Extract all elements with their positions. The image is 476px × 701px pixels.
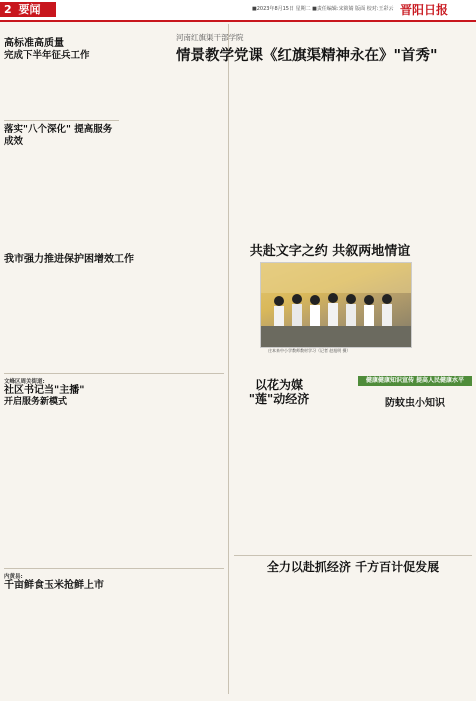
feature-article	[176, 32, 472, 65]
feature-title: 情景教学党课《红旗渠精神永在》"首秀"	[176, 47, 438, 64]
photo-caption: 庄本来中小学教师教材学习（记者 赵旭明 摄）	[268, 348, 351, 353]
mosquito-body	[358, 410, 472, 550]
section-name: 要闻	[18, 3, 41, 16]
mid-feature-body-cont	[260, 356, 410, 372]
feature-body	[176, 78, 472, 228]
lotus-body	[234, 410, 352, 550]
page-badge	[0, 2, 56, 17]
page-number: 2	[4, 3, 12, 16]
mosquito-title: 防蚊虫小知识	[385, 398, 445, 409]
article-service	[4, 124, 119, 272]
date-line: ■2023年8月15日 星期二 ■责任编辑:宋筱婧 版面 校对:王彩云	[252, 6, 394, 12]
economy-body-cont	[315, 576, 391, 694]
article-body	[4, 411, 119, 551]
divider	[4, 120, 119, 121]
article-body-cont	[124, 377, 224, 565]
article-subtitle: 开启服务新模式	[4, 397, 68, 407]
economy-title: 全力以赴抓经济 千方百计促发展	[266, 560, 440, 574]
article-body	[4, 271, 119, 371]
article-subtitle: 完成下半年征兵工作	[4, 50, 90, 61]
article-title: 我市强力推进保护困增效工作	[4, 254, 134, 265]
divider	[4, 373, 224, 374]
article-body	[4, 595, 119, 695]
economy-body	[234, 576, 310, 694]
group-photo	[260, 262, 412, 348]
article-title: 以花为媒	[254, 378, 303, 392]
article-recruitment	[4, 38, 119, 117]
article-kicker: 内黄县:	[4, 574, 23, 580]
article-title: 千亩鲜食玉米抢鲜上市	[4, 580, 104, 591]
article-body-cont	[124, 590, 224, 690]
lotus-body-cont	[290, 378, 352, 408]
article-community	[4, 377, 119, 551]
feature-kicker: 河南红旗渠干部学院	[176, 33, 244, 42]
article-body	[4, 65, 119, 117]
divider	[234, 555, 472, 556]
article-corn	[4, 572, 119, 695]
economy-body-cont	[396, 576, 472, 694]
green-banner: 健康健康知识宣传 提高人民健康水平	[358, 376, 472, 386]
article-subtitle: "莲"动经济	[248, 392, 310, 406]
mid-feature-body-cont	[412, 262, 472, 372]
article-title: 落实"八个深化" 提高服务成效	[4, 124, 113, 147]
paper-name: 晋阳日报	[400, 3, 449, 17]
article-title: 高标准高质量	[4, 38, 64, 49]
article-title: 社区书记当"主播"	[4, 385, 85, 396]
mid-feature-body	[176, 262, 258, 372]
divider	[4, 568, 224, 569]
article-kicker: 文峰区周关街道:	[4, 379, 45, 385]
mid-feature-title: 共赴文字之约 共叙两地情谊	[249, 244, 411, 259]
